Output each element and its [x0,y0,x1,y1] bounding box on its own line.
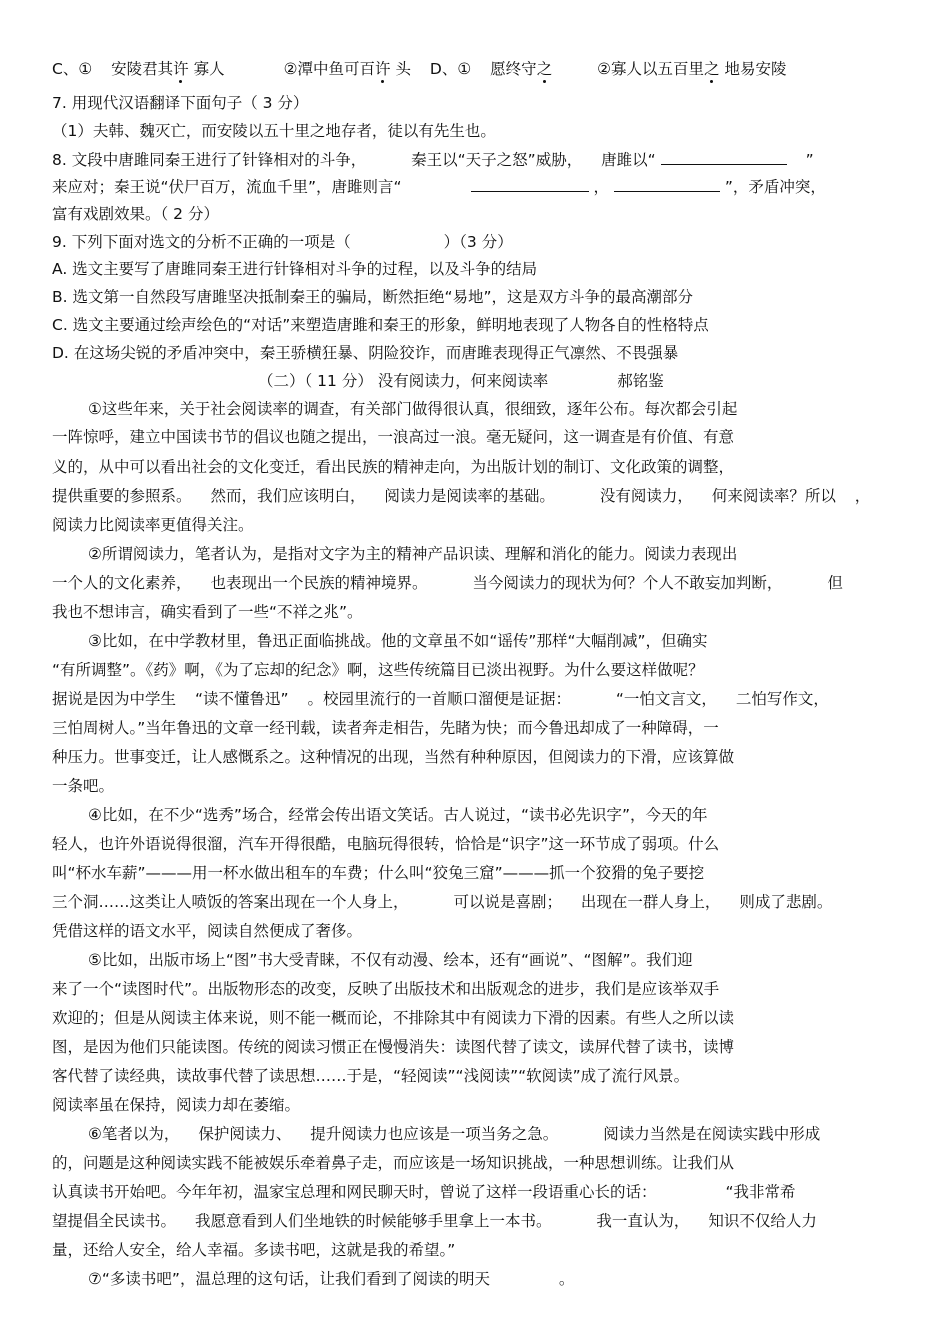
para4-line: 凭借这样的语文水平，阅读自然便成了奢侈。 [52,922,363,940]
para5-line: 欢迎的；但是从阅读主体来说，则不能一概而论，不排除其中有阅读力下滑的因素。有些人之所以读 [52,1009,735,1027]
q9-option-c: C. 选文主要通过绘声绘色的“对话”来塑造唐雎和秦王的形象，鲜明地表现了人物各自的性格特点 [52,316,709,334]
answer-blank[interactable] [661,150,787,165]
para5-line: 来了一个“读图时代”。出版物形态的改变，反映了出版技术和出版观念的进步，我们是应该举双手 [52,980,720,998]
para6-line: 望提倡全民读书。 我愿意看到人们坐地铁的时候能够手里拿上一本书。 我一直认为， 知识不仅给人力 [52,1212,817,1230]
para6-line: 的，问题是这种阅读实践不能被娱乐牵着鼻子走，而应该是一场知识挑战，一种思想训练。让我们从 [52,1154,735,1172]
para1-line: 阅读力比阅读率更值得关注。 [52,516,254,534]
para6-line: ⑥笔者以为， 保护阅读力、 提升阅读力也应该是一项当务之急。 阅读力当然是在阅读实践中形成 [88,1125,821,1143]
para1-line: 义的，从中可以看出社会的文化变迁，看出民族的精神走向，为出版计划的制订、文化政策的调整， [52,458,735,476]
para3-line: 据说是因为中学生 “读不懂鲁迅” 。校园里流行的一首顺口溜便是证据： “一怕文言文， 二怕写作文， [52,690,829,708]
para5-line: 图，是因为他们只能读图。传统的阅读习惯正在慢慢消失：读图代替了读文，读屏代替了读书，读博 [52,1038,735,1056]
para4-line: 三个洞……这类让人喷饭的答案出现在一个人身上， 可以说是喜剧； 出现在一群人身上， 则成了悲剧。 [52,893,833,911]
para3-line: “有所调整”。《药》啊，《为了忘却的纪念》啊，这些传统篇目已淡出视野。为什么要这样做呢？ [52,661,704,679]
article-author: 郝铭鉴 [617,372,664,390]
emphasis-char: 许 [173,60,189,78]
option-c-label: C、① [52,60,93,78]
para6-line: 量，还给人安全，给人幸福。多读书吧，这就是我的希望。” [52,1241,456,1259]
q8-line2: 来应对；秦王说“伏尸百万，流血千里”，唐雎则言“ ， ”，矛盾冲突， [52,178,826,196]
para5-line: ⑤比如，出版市场上“图”书大受青睐，不仅有动漫、绘本，还有“画说”、“图解”。我们迎 [88,951,693,969]
q9-stem: 9. 下列下面对选文的分析不正确的一项是（ ）（3 分） [52,233,513,251]
para3-line: ③比如，在中学教材里，鲁迅正面临挑战。他的文章虽不如“谣传”那样“大幅削减”，但确实 [88,632,708,650]
para4-line: 叫“杯水车薪”———用一杯水做出租车的车费；什么叫“狡兔三窟”———抓一个狡猾的兔子要挖 [52,864,705,882]
para1-line: ①这些年来，关于社会阅读率的调查，有关部门做得很认真，很细致，逐年公布。每次都会引起 [88,400,738,418]
option-d-label: D、① [429,60,472,78]
q9-option-b: B. 选文第一自然段写唐雎坚决抵制秦王的骗局，断然拒绝“易地”，这是双方斗争的最高潮部分 [52,288,694,306]
q9-option-d: D. 在这场尖锐的矛盾冲突中，秦王骄横狂暴、阴险狡诈，而唐雎表现得正气凛然、不畏强暴 [52,344,679,362]
q7-stem: 7. 用现代汉语翻译下面句子（ 3 分） [52,94,309,112]
para5-line: 阅读率虽在保持，阅读力却在萎缩。 [52,1096,301,1114]
para3-line: 一条吧。 [52,777,115,795]
para3-line: 种压力。世事变迁，让人感慨系之。这种情况的出现，当然有种种原因，但阅读力的下滑，应该算做 [52,748,735,766]
para4-line: ④比如，在不少“选秀”场合，经常会传出语文笑话。古人说过，“读书必先识字”，今天的年 [88,806,708,824]
para2-line: 我也不想讳言，确实看到了一些“不祥之兆”。 [52,603,363,621]
para1-line: 提供重要的参照系。 然而，我们应该明白， 阅读力是阅读率的基础。 没有阅读力， 何来阅读率？所以 ， [52,487,871,505]
para3-line: 三怕周树人。”当年鲁迅的文章一经刊载，读者奔走相告，先睹为快；而今鲁迅却成了一种障碍，一 [52,719,719,737]
para4-line: 轻人，也许外语说得很溜，汽车开得很酷，电脑玩得很转，恰恰是“识字”这一环节成了弱项。什么 [52,835,720,853]
para2-line: ②所谓阅读力，笔者认为，是指对文字为主的精神产品识读、理解和消化的能力。阅读力表现出 [88,545,738,563]
para1-line: 一阵惊呼，建立中国读书节的倡议也随之提出，一浪高过一浪。毫无疑问，这一调查是有价值、有意 [52,428,735,446]
para5-line: 客代替了读经典，读故事代替了读思想……于是，“轻阅读”“浅阅读”“软阅读”成了流行风景。 [52,1067,690,1085]
para6-line: 认真读书开始吧。今年年初，温家宝总理和网民聊天时，曾说了这样一段语重心长的话： “我非常希 [52,1183,796,1201]
section-heading: （二）（ 11 分） 没有阅读力，何来阅读率 郝铭鉴 [258,372,664,390]
para7-line: ⑦“多读书吧”，温总理的这句话，让我们看到了阅读的明天 。 [88,1270,575,1288]
emphasis-char: 之 [704,60,720,78]
q9-option-a: A. 选文主要写了唐雎同秦王进行针锋相对斗争的过程，以及斗争的结局 [52,260,538,278]
emphasis-char: 之 [536,60,553,78]
q6-options-line: C、① 安陵君其许 寡人 ②潭中鱼可百许 头 D、① 愿终守之 ②寡人以五百里之 地易安陵 [52,60,787,78]
q8-line3: 富有戏剧效果。（ 2 分） [52,205,219,223]
emphasis-char: 许 [374,60,391,78]
answer-blank[interactable] [614,177,720,192]
answer-blank[interactable] [471,177,589,192]
q8-line1: 8. 文段中唐雎同秦王进行了针锋相对的斗争， 秦王以“天子之怒”威胁， 唐雎以“ ” [52,151,814,169]
para2-line: 一个人的文化素养， 也表现出一个民族的精神境界。 当今阅读力的现状为何？个人不敢妄加判断， 但 [52,574,843,592]
q7-sentence: （1）夫韩、魏灭亡，而安陵以五十里之地存者，徒以有先生也。 [52,122,496,140]
